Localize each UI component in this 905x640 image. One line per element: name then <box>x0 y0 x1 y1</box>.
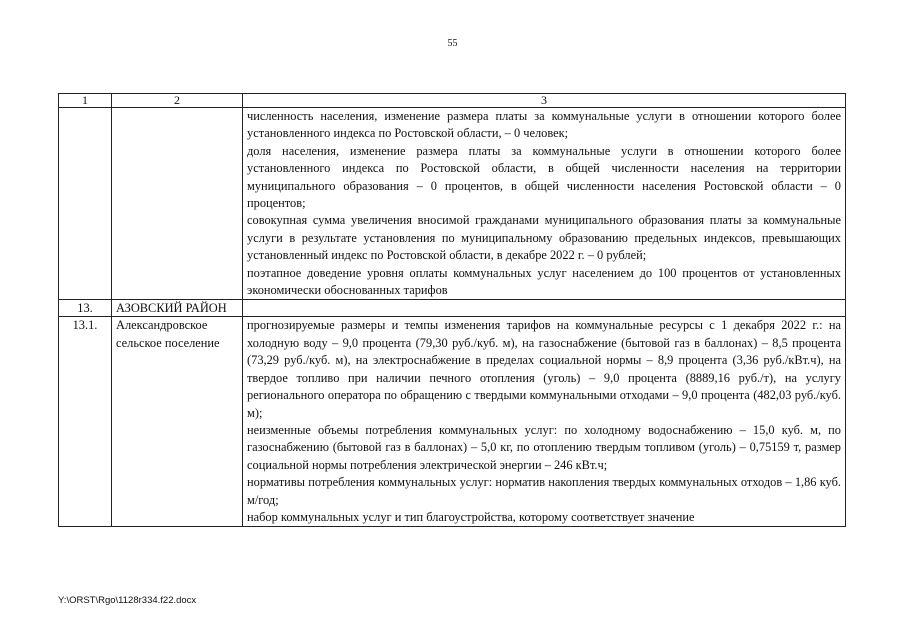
paragraph: поэтапное доведение уровня оплаты коммунальных услуг населением до 100 процентов от установленных экономически обоснованных тарифов <box>247 265 841 298</box>
paragraph: набор коммунальных услуг и тип благоустройства, которому соответствует значение <box>247 509 695 524</box>
paragraph: прогнозируемые размеры и темпы изменения тарифов на коммунальные ресурсы с 1 декабря 2022 г.: на холодную воду – 9,0 процента (79,30 руб./куб. м), на газоснабжение (бытовой газ в баллонах) – 8,5 процента (73,29 руб./куб. м), на электроснабжение в пределах социальной нормы – 8,9 процента (3,36 руб./кВт.ч), на твердое топливо при наличии печного отопления (уголь) – 9,0 процента (8889,16 руб./т), на услугу регионального оператора по обращению с твердыми коммунальными отходами – 9,0 процента (482,03 руб./куб. м); <box>247 318 841 420</box>
header-col-1: 1 <box>59 94 112 108</box>
district-number: 13. <box>59 300 112 317</box>
settlement-name: Александровское сельское поселение <box>112 317 243 527</box>
header-col-3: 3 <box>243 94 846 108</box>
tariff-table <box>58 93 846 527</box>
paragraph: доля населения, изменение размера платы за коммунальные услуги в отношении которого более установленного индекса по Ростовской области, в общей численности населения на территории муниципального образования – 0 процентов, в общей численности населения Ростовской области – 0 процентов; <box>247 143 841 211</box>
paragraph: нормативы потребления коммунальных услуг: норматив накопления твердых коммунальных отходов – 1,86 куб. м/год; <box>247 475 841 507</box>
district-name: АЗОВСКИЙ РАЙОН <box>112 300 243 317</box>
settlement-row <box>59 317 846 527</box>
table-header-row <box>59 94 846 108</box>
paragraph: неизменные объемы потребления коммунальных услуг: по холодному водоснабжению – 15,0 куб. м, по газоснабжению (бытовой газ в баллонах) – 5,0 кг, по отоплению твердым топливом (уголь) – 0,75159 т, размер социальной нормы потребления электрической энергии – 246 кВт.ч; <box>247 422 841 472</box>
settlement-text <box>243 317 846 527</box>
district-row <box>59 300 846 317</box>
continuation-text <box>243 108 846 300</box>
file-path-footer: Y:\ORST\Rgo\1128r334.f22.docx <box>58 595 197 606</box>
header-col-2: 2 <box>112 94 243 108</box>
paragraph: совокупная сумма увеличения вносимой гражданами муниципального образования платы за коммунальные услуги в результате установления по муниципальному образованию предельных индексов, превышающих установленный индекс по Ростовской области, в декабре 2022 г. – 0 рублей; <box>247 213 841 263</box>
paragraph: численность населения, изменение размера платы за коммунальные услуги в отношении которого более установленного индекса по Ростовской области, – 0 человек; <box>247 109 841 141</box>
settlement-number: 13.1. <box>59 317 112 527</box>
page-number: 55 <box>447 38 458 49</box>
continuation-row <box>59 108 846 300</box>
